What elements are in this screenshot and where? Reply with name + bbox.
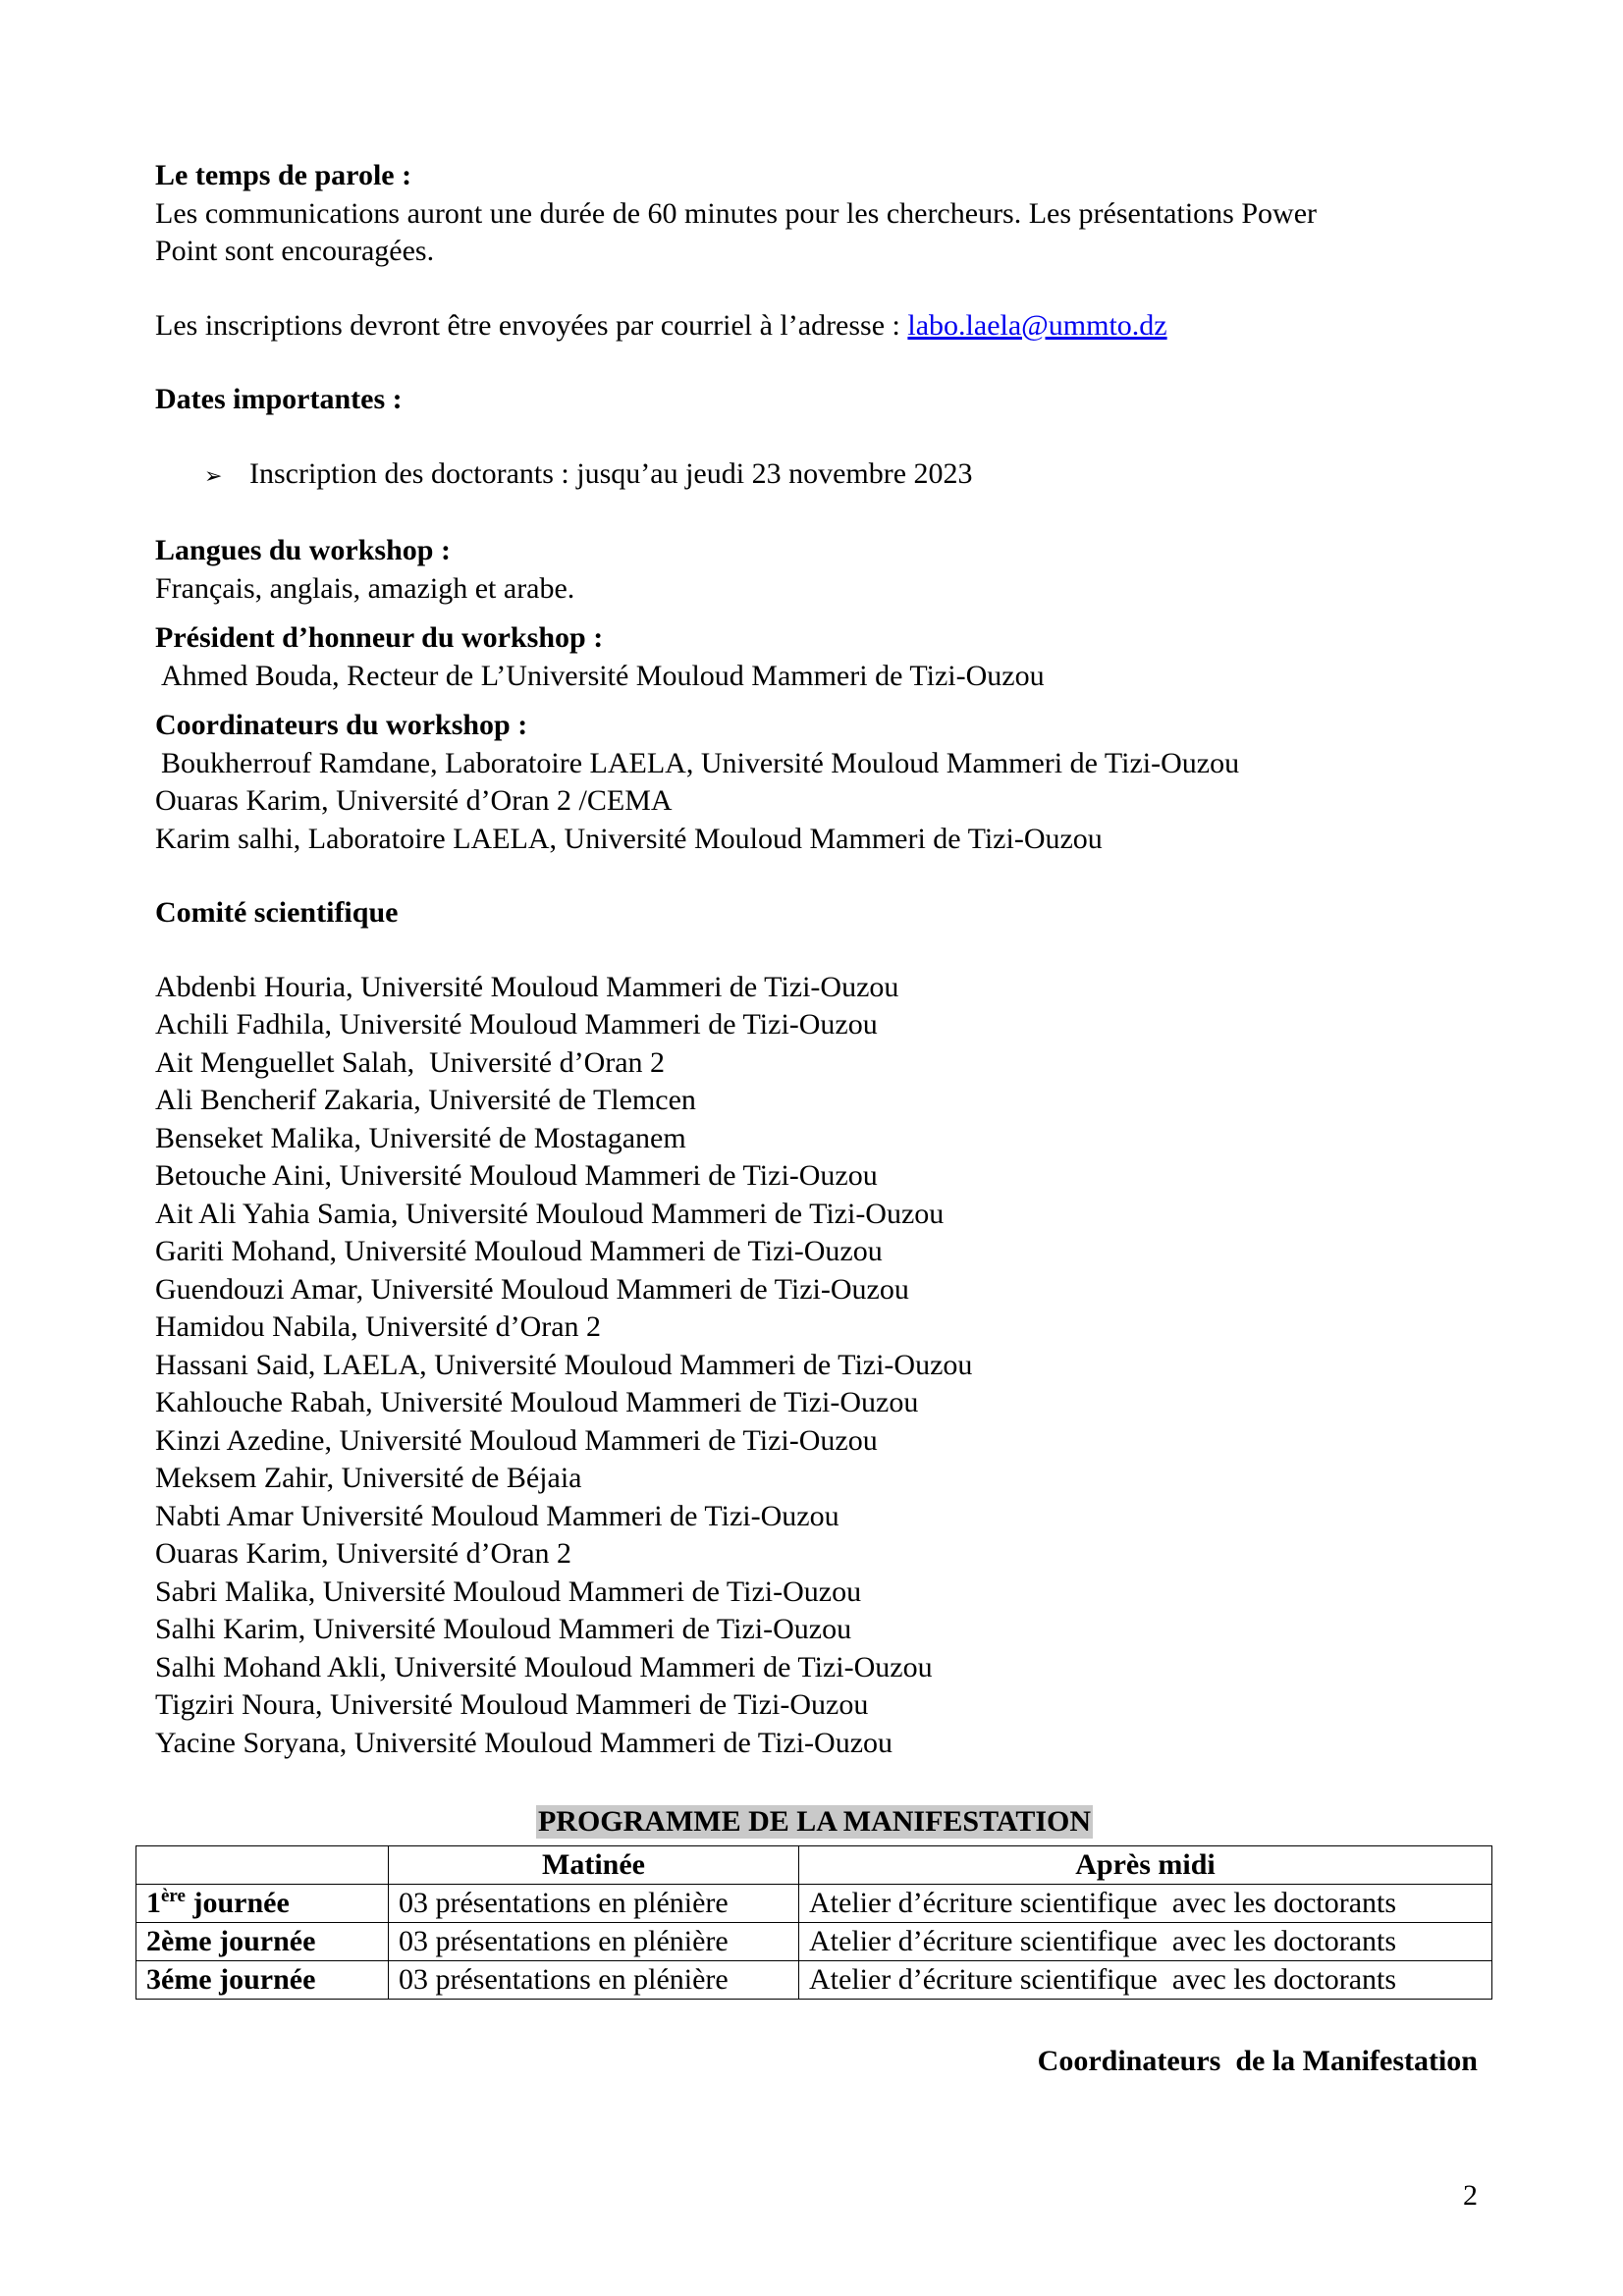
committee-member: Nabti Amar Université Mouloud Mammeri de Tizi-Ouzou xyxy=(155,1499,839,1532)
committee-member: Meksem Zahir, Université de Béjaia xyxy=(155,1462,582,1494)
committee-member: Salhi Karim, Université Mouloud Mammeri de Tizi-Ouzou xyxy=(155,1613,852,1645)
committee-member: Ali Bencherif Zakaria, Université de Tlemcen xyxy=(155,1084,696,1116)
program-morning-cell: 03 présentations en plénière xyxy=(389,1885,799,1923)
committee-member: Abdenbi Houria, Université Mouloud Mammeri de Tizi-Ouzou xyxy=(155,970,899,1003)
program-title-wrapper xyxy=(0,1803,1623,1842)
committee-member: Achili Fadhila, Université Mouloud Mammeri de Tizi-Ouzou xyxy=(155,1008,878,1041)
registration-email-link[interactable]: labo.laela@ummto.dz xyxy=(907,308,1167,342)
day-number: 1 xyxy=(146,1887,161,1919)
important-dates-heading: Dates importantes : xyxy=(155,383,403,415)
committee-member: Ait Menguellet Salah, Université d’Oran 2 xyxy=(155,1045,666,1079)
registration-paragraph xyxy=(155,307,1471,346)
program-day-cell xyxy=(136,1885,389,1923)
committee-member: Tigziri Noura, Université Mouloud Mammeri de Tizi-Ouzou xyxy=(155,1688,869,1721)
program-header-row xyxy=(136,1846,1492,1885)
committee-member: Benseket Malika, Université de Mostaganem xyxy=(155,1121,686,1154)
program-header-afternoon: Après midi xyxy=(799,1846,1492,1885)
important-dates-item xyxy=(155,455,1471,497)
coordinator-item: Ouaras Karim, Université d’Oran 2 /CEMA xyxy=(155,784,673,817)
committee-member: Ouaras Karim, Université d’Oran 2 xyxy=(155,1537,572,1570)
committee-member: Hassani Said, LAELA, Université Mouloud Mammeri de Tizi-Ouzou xyxy=(155,1348,973,1381)
speaking-time-heading: Le temps de parole : xyxy=(155,159,412,191)
day-label: journée xyxy=(185,1887,290,1919)
table-row xyxy=(136,1923,1492,1961)
program-table xyxy=(135,1845,1492,2000)
committee-member: Hamidou Nabila, Université d’Oran 2 xyxy=(155,1310,602,1343)
program-day-cell: 2ème journée xyxy=(136,1923,389,1961)
speaking-time-line-1: Les communications auront une durée de 60 minutes pour les chercheurs. Les présentations Power xyxy=(155,196,1317,230)
honorary-president-text: Ahmed Bouda, Recteur de L’Université Mouloud Mammeri de Tizi-Ouzou xyxy=(161,659,1045,692)
table-row xyxy=(136,1885,1492,1923)
program-afternoon-cell: Atelier d’écriture scientifique avec les doctorants xyxy=(799,1961,1492,2000)
program-afternoon-cell: Atelier d’écriture scientifique avec les doctorants xyxy=(799,1885,1492,1923)
committee-member: Kahlouche Rabah, Université Mouloud Mammeri de Tizi-Ouzou xyxy=(155,1386,919,1418)
page-number: 2 xyxy=(1463,2179,1478,2212)
registration-text: Les inscriptions devront être envoyées par courriel à l’adresse : xyxy=(155,308,908,342)
languages-heading: Langues du workshop : xyxy=(155,534,451,566)
signature-line: Coordinateurs de la Manifestation xyxy=(1037,2045,1478,2077)
committee-member: Kinzi Azedine, Université Mouloud Mammeri de Tizi-Ouzou xyxy=(155,1423,878,1457)
scientific-committee-heading: Comité scientifique xyxy=(155,896,399,929)
coordinators-heading: Coordinateurs du workshop : xyxy=(155,709,528,741)
program-title: PROGRAMME DE LA MANIFESTATION xyxy=(537,1805,1092,1838)
honorary-president-heading: Président d’honneur du workshop : xyxy=(155,621,604,654)
committee-member: Salhi Mohand Akli, Université Mouloud Mammeri de Tizi-Ouzou xyxy=(155,1650,933,1683)
coordinator-item: Karim salhi, Laboratoire LAELA, Université Mouloud Mammeri de Tizi-Ouzou xyxy=(155,822,1103,855)
committee-member: Ait Ali Yahia Samia, Université Mouloud Mammeri de Tizi-Ouzou xyxy=(155,1197,945,1230)
document-body xyxy=(155,157,1471,1762)
committee-member: Sabri Malika, Université Mouloud Mammeri de Tizi-Ouzou xyxy=(155,1575,862,1608)
committee-member: Guendouzi Amar, Université Mouloud Mammeri de Tizi-Ouzou xyxy=(155,1272,909,1306)
speaking-time-line-2: Point sont encouragées. xyxy=(155,235,435,267)
committee-member: Betouche Aini, Université Mouloud Mammeri de Tizi-Ouzou xyxy=(155,1159,878,1192)
program-header-morning: Matinée xyxy=(389,1846,799,1885)
committee-member: Gariti Mohand, Université Mouloud Mammeri de Tizi-Ouzou xyxy=(155,1235,883,1267)
committee-member: Yacine Soryana, Université Mouloud Mammeri de Tizi-Ouzou xyxy=(155,1726,893,1759)
scientific-committee-list xyxy=(155,969,1471,1763)
table-row xyxy=(136,1961,1492,2000)
program-header-day xyxy=(136,1846,389,1885)
program-day-cell: 3éme journée xyxy=(136,1961,389,2000)
program-afternoon-cell: Atelier d’écriture scientifique avec les doctorants xyxy=(799,1923,1492,1961)
coordinator-item: Boukherrouf Ramdane, Laboratoire LAELA, Université Mouloud Mammeri de Tizi-Ouzou xyxy=(161,746,1240,779)
languages-text: Français, anglais, amazigh et arabe. xyxy=(155,571,575,605)
arrow-bullet-icon: ➢ xyxy=(204,463,223,489)
day-superscript: ère xyxy=(161,1886,186,1906)
important-date-text: Inscription des doctorants : jusqu’au jeudi 23 novembre 2023 xyxy=(249,456,973,490)
program-morning-cell: 03 présentations en plénière xyxy=(389,1923,799,1961)
program-morning-cell: 03 présentations en plénière xyxy=(389,1961,799,2000)
